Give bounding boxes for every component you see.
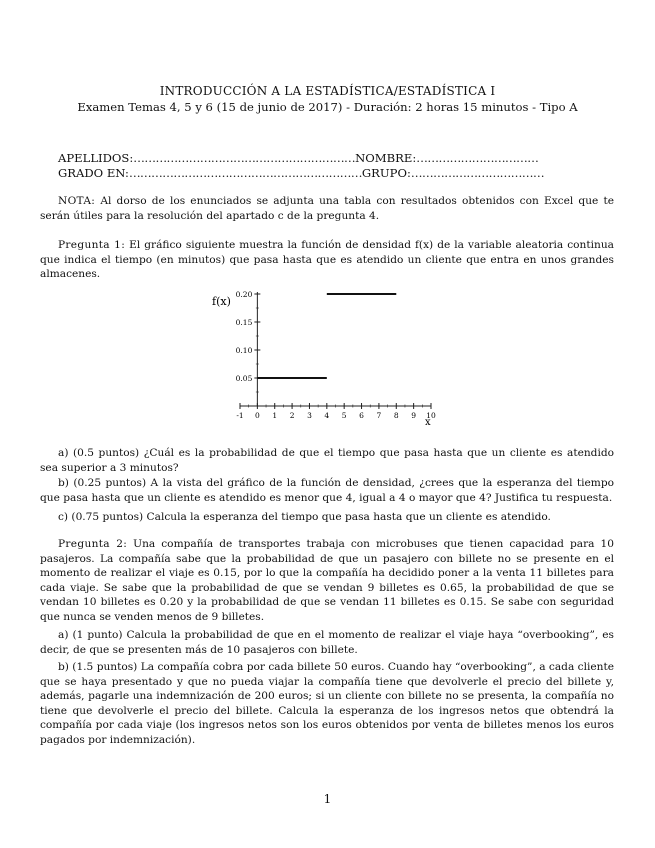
question-1c-text: Calcula la esperanza del tiempo que pasa hasta que un cliente es atendido. <box>143 511 551 523</box>
question-1b-text: A la vista del gráfico de la función de densidad, ¿crees que la esperanza del tiempo que pasa hasta que un cliente es atendido es menor que 4, igual a 4 o mayor que 4? Justifica tu respuesta. <box>40 477 614 504</box>
question-1-label: Pregunta 1: <box>58 239 126 251</box>
grupo-blank[interactable]: ……………………………… <box>410 166 545 180</box>
nota-paragraph <box>40 194 614 223</box>
question-2-label: Pregunta 2: <box>58 538 128 550</box>
question-1b-label: b) (0.25 puntos) <box>58 477 147 489</box>
y-axis-label: f(x) <box>212 295 231 308</box>
nota-label: NOTA: <box>58 195 96 207</box>
question-2b-label: b) (1.5 puntos) <box>58 661 138 673</box>
x-tick-label: 9 <box>411 411 417 420</box>
question-1a <box>40 446 614 475</box>
exam-subtitle: Examen Temas 4, 5 y 6 (15 de junio de 2017) - Duración: 2 horas 15 minutos - Tipo A <box>77 100 578 114</box>
question-1a-text: ¿Cuál es la probabilidad de que el tiempo que pasa hasta que un cliente es atendido sea superior a 3 minutos? <box>40 447 614 474</box>
y-ticks <box>236 290 261 406</box>
question-1a-label: a) (0.5 puntos) <box>58 447 140 459</box>
x-tick-label: 1 <box>272 411 278 420</box>
question-2b <box>40 660 614 747</box>
exam-title: INTRODUCCIÓN A LA ESTADÍSTICA/ESTADÍSTICA I <box>159 84 496 98</box>
question-2-text: Una compañía de transportes trabaja con microbuses que tienen capacidad para 10 pasajeros. La compañía sabe que la probabilidad de que un pasajero con billete no se presente en el momento de realizar el viaje es 0.15, por lo que la compañía ha decidido poner a la venta 11 billetes para cada viaje. Se sabe que la probabilidad de que se vendan 9 billetes es 0.65, la probabilidad de que se vendan 10 billetes es 0.20 y la probabilidad de que se vendan 11 billetes es 0.15. Se sabe con seguridad que nunca se venden menos de 9 billetes. <box>40 538 614 623</box>
x-tick-label: 8 <box>393 411 399 420</box>
y-tick-label: 0.20 <box>235 290 253 299</box>
question-1b <box>40 476 614 505</box>
name-field-line <box>58 151 538 165</box>
y-tick-label: 0.05 <box>235 374 253 383</box>
x-tick-label: 2 <box>289 411 295 420</box>
grado-label: GRADO EN: <box>58 166 129 180</box>
grado-blank[interactable]: ……………………………………………………… <box>128 166 362 180</box>
x-tick-label: 5 <box>341 411 347 420</box>
question-1c-label: c) (0.75 puntos) <box>58 511 144 523</box>
x-axis-label: x <box>425 417 431 428</box>
question-1-text: El gráfico siguiente muestra la función de densidad f(x) de la variable aleatoria continua que indica el tiempo (en minutos) que pasa hasta que es atendido un cliente que entra en unos grandes almacenes. <box>40 239 614 280</box>
x-tick-label: 3 <box>307 411 312 420</box>
density-chart <box>200 285 450 430</box>
x-tick-label: 10 <box>426 411 436 420</box>
x-tick-label: 6 <box>359 411 364 420</box>
question-2b-text: La compañía cobra por cada billete 50 euros. Cuando hay “overbooking”, a cada cliente que se haya presentado y que no pueda viajar la compañía tiene que devolverle el precio del billete y, además, pagarle una indemnización de 200 euros; si un cliente con billete no se presenta, la compañía no tiene que devolverle el precio del billete. Calcula la esperanza de los ingresos netos que obtendrá la compañía por cada viaje (los ingresos netos son los euros obtenidos por venta de billetes menos los euros pagados por indemnización). <box>40 661 615 746</box>
question-1c <box>40 510 614 525</box>
grupo-label: GRUPO: <box>361 166 411 180</box>
x-tick-label: -1 <box>236 411 244 420</box>
y-tick-label: 0.10 <box>235 346 253 355</box>
chart-axes <box>240 292 431 406</box>
apellidos-label: APELLIDOS: <box>58 151 134 165</box>
apellidos-blank[interactable]: …………………………………………………… <box>133 151 356 165</box>
density-segments <box>257 294 396 378</box>
nombre-blank[interactable]: …………………………… <box>416 151 539 165</box>
question-2a <box>40 628 614 657</box>
question-2a-text: Calcula la probabilidad de que en el momento de realizar el viaje haya “overbooking”, es decir, de que se presenten más de 10 pasajeros con billete. <box>40 629 614 656</box>
x-tick-label: 0 <box>254 411 260 420</box>
nombre-label: NOMBRE: <box>355 151 417 165</box>
page-number: 1 <box>323 792 332 806</box>
question-2-statement <box>40 537 614 624</box>
y-tick-label: 0.15 <box>235 318 253 327</box>
question-1-statement <box>40 238 614 282</box>
x-tick-label: 7 <box>376 411 382 420</box>
question-2a-label: a) (1 punto) <box>58 629 123 641</box>
degree-field-line <box>58 166 544 180</box>
nota-text: Al dorso de los enunciados se adjunta una tabla con resultados obtenidos con Excel que te serán útiles para la resolución del apartado c de la pregunta 4. <box>40 195 614 222</box>
x-tick-label: 4 <box>324 411 330 420</box>
